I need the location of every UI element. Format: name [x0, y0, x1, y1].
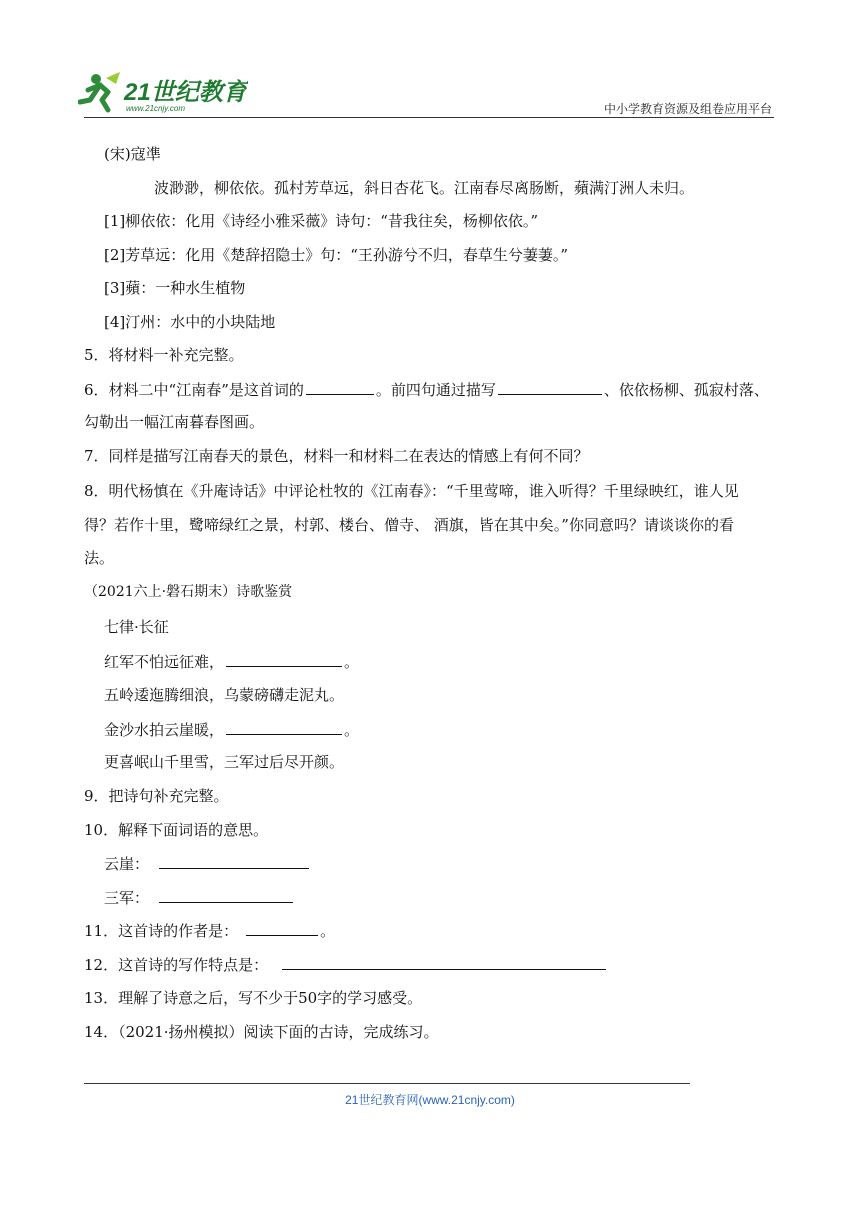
poem-line-3: 金沙水拍云崖暖， 。: [104, 721, 360, 739]
header-divider: [84, 117, 774, 118]
poem-line-2: 五岭逶迤腾细浪，乌蒙磅礴走泥丸。: [104, 686, 345, 704]
poem-line-4: 更喜岷山千里雪，三军过后尽开颜。: [104, 753, 345, 771]
question-10: 10．解释下面词语的意思。: [84, 821, 269, 839]
logo-url: www.21cnjy.com: [126, 104, 185, 113]
question-6-cont: 勾勒出一幅江南暮春图画。: [84, 413, 265, 431]
question-8-end: 法。: [84, 549, 115, 567]
poem-title: 七律·长征: [104, 618, 169, 636]
footer-link[interactable]: 21世纪教育网(www.21cnjy.com): [345, 1093, 515, 1107]
note-3: [3]蘋：一种水生植物: [104, 279, 246, 297]
poem-author: (宋)寇凖: [104, 145, 161, 163]
answer-blank[interactable]: [282, 954, 606, 970]
poem-line-1: 红军不怕远征难， 。: [104, 653, 360, 671]
answer-blank[interactable]: [226, 719, 342, 735]
question-6: 6．材料二中“江南春”是这首词的 。前四句通过描写 、依依杨柳、孤寂村落、: [84, 381, 769, 399]
answer-blank[interactable]: [226, 651, 342, 667]
answer-blank[interactable]: [306, 379, 374, 395]
platform-name: 中小学教育资源及组卷应用平台: [603, 102, 772, 116]
question-8-cont: 得？若作十里，鹭啼绿红之景，村郭、楼台、僧寺、 酒旗，皆在其中矣。”你同意吗？请谈谈你的看: [84, 516, 734, 534]
question-11: 11．这首诗的作者是： 。: [84, 922, 336, 940]
runner-logo-icon: [80, 72, 120, 110]
poem-text: 波渺渺，柳依依。孤村芳草远，斜日杏花飞。江南春尽离肠断，蘋满汀洲人未归。: [154, 179, 695, 197]
answer-blank[interactable]: [159, 853, 309, 869]
answer-blank[interactable]: [498, 379, 602, 395]
question-13: 13．理解了诗意之后，写不少于50字的学习感受。: [84, 989, 423, 1007]
logo-text: 21世纪教育: [124, 79, 247, 106]
question-5: 5．将材料一补充完整。: [84, 346, 244, 364]
answer-blank[interactable]: [246, 920, 318, 936]
question-14: 14．（2021·扬州模拟）阅读下面的古诗，完成练习。: [84, 1023, 439, 1041]
term-sanjun: 三军：: [104, 887, 295, 908]
term-yunya: 云崖：: [104, 853, 311, 874]
section-heading: （2021六上·磐石期末）诗歌鉴赏: [84, 584, 293, 600]
answer-blank[interactable]: [159, 887, 293, 903]
note-2: [2]芳草远：化用《楚辞招隐士》句：“王孙游兮不归，春草生兮萋萋。”: [104, 246, 569, 264]
note-4: [4]汀州：水中的小块陆地: [104, 313, 276, 331]
site-logo: [78, 70, 248, 114]
question-12: 12．这首诗的写作特点是：: [84, 954, 608, 975]
question-7: 7．同样是描写江南春天的景色，材料一和材料二在表达的情感上有何不同？: [84, 447, 589, 465]
question-8: 8．明代杨慎在《升庵诗话》中评论杜牧的《江南春》：“千里莺啼，谁入听得？千里绿映红，谁人见: [84, 482, 739, 500]
note-1: [1]柳依依：化用《诗经小雅采薇》诗句：“昔我往矣，杨柳依依。”: [104, 212, 539, 230]
question-9: 9．把诗句补充完整。: [84, 787, 229, 805]
footer-divider: [84, 1083, 690, 1084]
